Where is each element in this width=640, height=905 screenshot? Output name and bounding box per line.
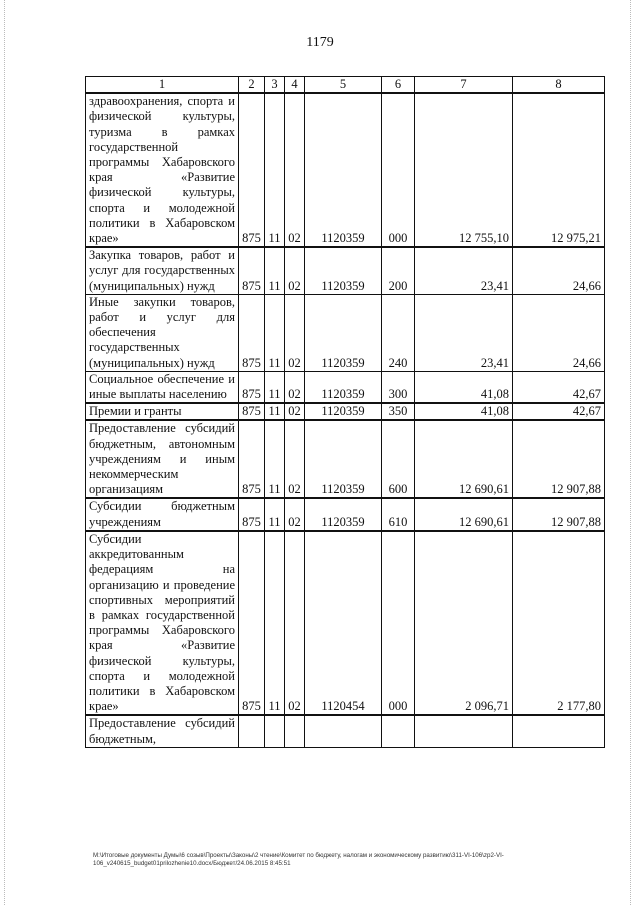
row-name: Субсидии бюджетным учреждениям (86, 498, 239, 530)
cell-subsection: 02 (285, 371, 305, 403)
row-name: Премии и гранты (86, 403, 239, 420)
row-name: Предоставление субсидий бюджетным, (86, 715, 239, 747)
row-name: Закупка товаров, работ и услуг для государственных (муниципальных) нужд (86, 247, 239, 294)
cell-expense-type: 000 (382, 531, 415, 715)
cell-target-article: 1120359 (305, 420, 382, 498)
cell-code-admin: 875 (239, 93, 265, 247)
col-header: 6 (382, 77, 415, 94)
row-name: Предоставление субсидий бюджетным, автономным учреждениям и иным некоммерческим организациям (86, 420, 239, 498)
cell-section: 11 (265, 371, 285, 403)
footer-file-path: M:\Итоговые документы Думы\6 созыв\Проекты\Законы\2 чтение\Комитет по бюджету, налогам и экономическому развитию\311-VI-106\zp2-VI-106_v240615_budget01prilozhenie10.docx/Бюджет/24.06.2015 8:45:51 (93, 852, 504, 867)
cell-target-article: 1120454 (305, 531, 382, 715)
cell-section (265, 715, 285, 747)
cell-expense-type: 200 (382, 247, 415, 294)
cell-section: 11 (265, 294, 285, 371)
cell-subsection: 02 (285, 294, 305, 371)
cell-amount-2016: 12 755,10 (415, 93, 513, 247)
cell-amount-2017: 42,67 (513, 403, 605, 420)
cell-expense-type: 600 (382, 420, 415, 498)
cell-code-admin: 875 (239, 531, 265, 715)
cell-amount-2017: 12 907,88 (513, 420, 605, 498)
table-row (86, 371, 605, 403)
col-header: 5 (305, 77, 382, 94)
cell-section: 11 (265, 498, 285, 530)
table-row (86, 403, 605, 420)
page-number: 1179 (306, 35, 334, 50)
col-header: 1 (86, 77, 239, 94)
cell-expense-type: 610 (382, 498, 415, 530)
table-row (86, 420, 605, 498)
cell-section: 11 (265, 403, 285, 420)
row-name: здравоохранения, спорта и физической культуры, туризма в рамках государственной программы Хабаровского края «Развитие физической культуры, спорта и молодежной политики в Хабаровском крае» (86, 93, 239, 247)
table-header-row (86, 77, 605, 94)
scan-margin-right (630, 0, 632, 905)
col-header: 2 (239, 77, 265, 94)
cell-amount-2017: 12 907,88 (513, 498, 605, 530)
cell-expense-type: 300 (382, 371, 415, 403)
cell-amount-2017: 24,66 (513, 294, 605, 371)
cell-subsection: 02 (285, 247, 305, 294)
cell-code-admin: 875 (239, 403, 265, 420)
cell-code-admin: 875 (239, 371, 265, 403)
cell-target-article (305, 715, 382, 747)
cell-amount-2017: 2 177,80 (513, 531, 605, 715)
cell-target-article: 1120359 (305, 294, 382, 371)
table-row (86, 294, 605, 371)
cell-amount-2016: 12 690,61 (415, 420, 513, 498)
cell-code-admin: 875 (239, 498, 265, 530)
table-row (86, 247, 605, 294)
cell-amount-2016: 2 096,71 (415, 531, 513, 715)
cell-amount-2016: 23,41 (415, 294, 513, 371)
cell-expense-type: 350 (382, 403, 415, 420)
cell-amount-2017: 42,67 (513, 371, 605, 403)
table-row (86, 93, 605, 247)
cell-subsection: 02 (285, 93, 305, 247)
scan-margin-left (4, 0, 6, 905)
cell-amount-2016: 41,08 (415, 403, 513, 420)
cell-target-article: 1120359 (305, 371, 382, 403)
cell-code-admin: 875 (239, 247, 265, 294)
col-header: 3 (265, 77, 285, 94)
cell-code-admin (239, 715, 265, 747)
cell-amount-2016 (415, 715, 513, 747)
cell-target-article: 1120359 (305, 247, 382, 294)
cell-subsection: 02 (285, 403, 305, 420)
cell-section: 11 (265, 93, 285, 247)
cell-expense-type: 240 (382, 294, 415, 371)
table-row (86, 498, 605, 530)
cell-target-article: 1120359 (305, 93, 382, 247)
cell-amount-2016: 41,08 (415, 371, 513, 403)
table-row (86, 715, 605, 747)
cell-expense-type (382, 715, 415, 747)
cell-section: 11 (265, 247, 285, 294)
col-header: 7 (415, 77, 513, 94)
cell-target-article: 1120359 (305, 403, 382, 420)
cell-subsection: 02 (285, 498, 305, 530)
cell-amount-2016: 12 690,61 (415, 498, 513, 530)
cell-amount-2017: 24,66 (513, 247, 605, 294)
cell-subsection: 02 (285, 420, 305, 498)
cell-code-admin: 875 (239, 294, 265, 371)
row-name: Субсидии аккредитованным федерациям на организацию и проведение спортивных мероприятий в рамках государственной программы Хабаровского края «Развитие физической культуры, спорта и молодежной политики в Хабаровском крае» (86, 531, 239, 715)
cell-amount-2016: 23,41 (415, 247, 513, 294)
col-header: 8 (513, 77, 605, 94)
cell-amount-2017 (513, 715, 605, 747)
cell-section: 11 (265, 420, 285, 498)
table-row (86, 531, 605, 715)
cell-expense-type: 000 (382, 93, 415, 247)
budget-table (85, 76, 605, 748)
cell-subsection (285, 715, 305, 747)
cell-section: 11 (265, 531, 285, 715)
cell-code-admin: 875 (239, 420, 265, 498)
cell-amount-2017: 12 975,21 (513, 93, 605, 247)
cell-subsection: 02 (285, 531, 305, 715)
row-name: Социальное обеспечение и иные выплаты населению (86, 371, 239, 403)
col-header: 4 (285, 77, 305, 94)
cell-target-article: 1120359 (305, 498, 382, 530)
row-name: Иные закупки товаров, работ и услуг для обеспечения государственных (муниципальных) нужд (86, 294, 239, 371)
